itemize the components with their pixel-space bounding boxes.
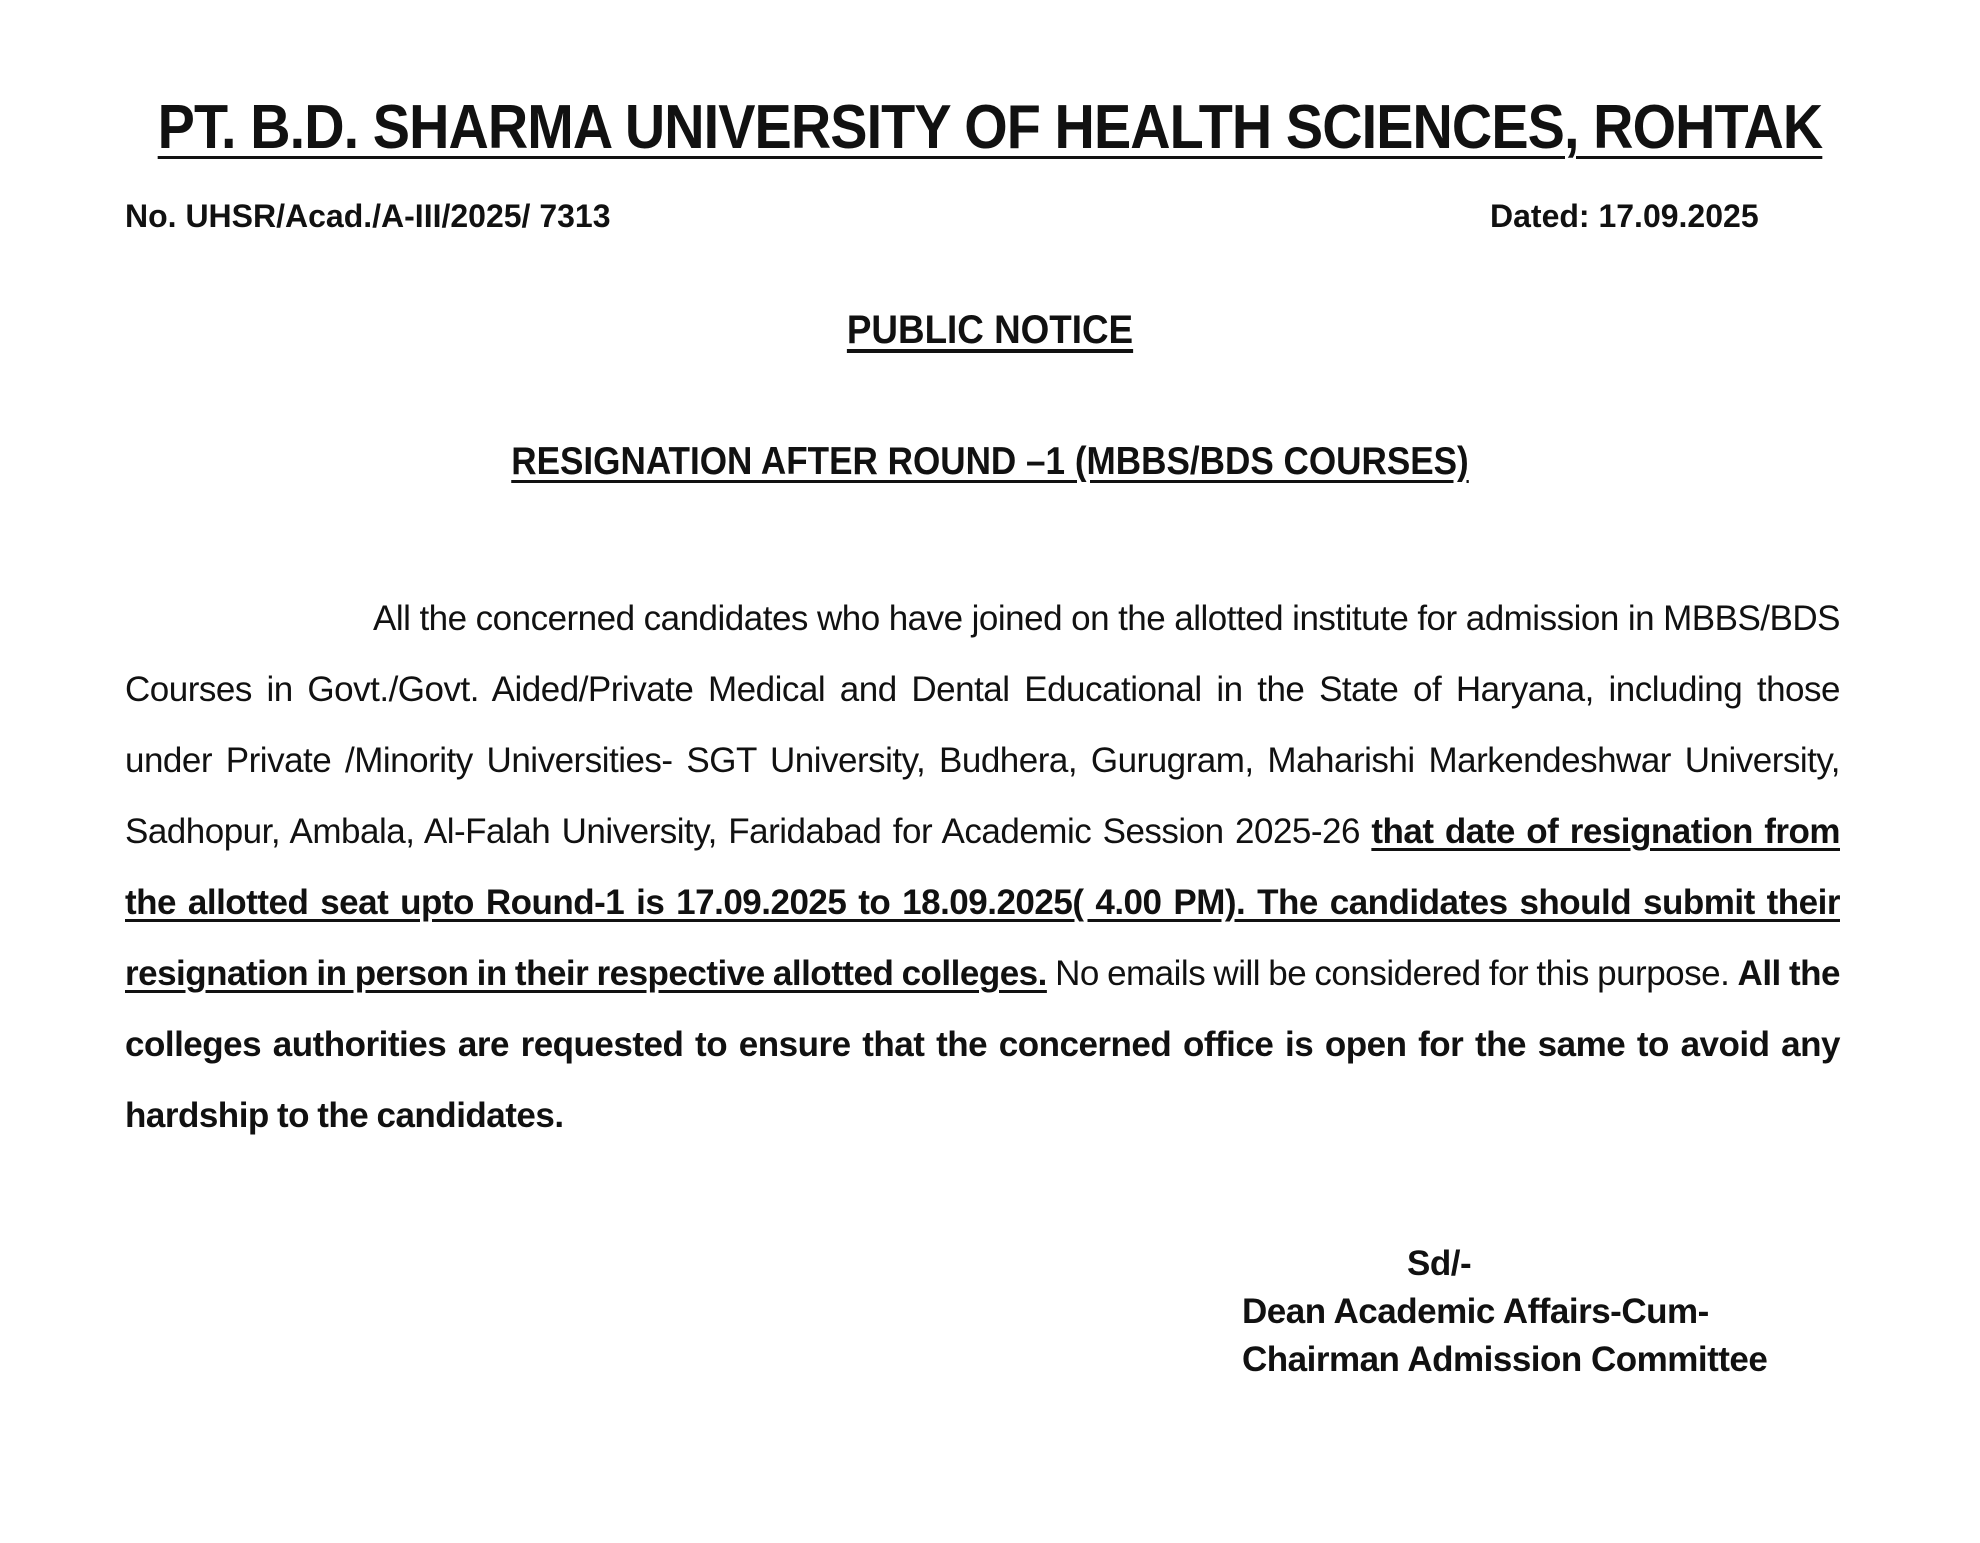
university-title: PT. B.D. SHARMA UNIVERSITY OF HEALTH SCIENCES, ROHTAK — [157, 93, 1823, 162]
signatory-designation-line2: Chairman Admission Committee — [1242, 1340, 1768, 1379]
notice-body — [125, 583, 1840, 1151]
notice-subject: RESIGNATION AFTER ROUND –1 (MBBS/BDS COURSES) — [511, 440, 1469, 483]
notice-title: PUBLIC NOTICE — [846, 308, 1134, 352]
body-resignation-dates: that date of resignation from the allotted seat upto Round-1 is 17.09.2025 to 18.09.2025( 4.00 PM). The candidates should submit their resignation in person in their respective allotted colleges. — [125, 812, 1840, 993]
signature-block — [1242, 1240, 1767, 1384]
signature-sd: Sd/- — [1407, 1244, 1472, 1283]
body-colleges-request: All the colleges authorities are requested to ensure that the concerned office is open for the same to avoid any hardship to the candidates. — [125, 954, 1840, 1135]
signatory-designation-line1: Dean Academic Affairs-Cum- — [1242, 1292, 1709, 1331]
notice-date: Dated: 17.09.2025 — [1490, 198, 1759, 234]
body-intro-text: All the concerned candidates who have joined on the allotted institute for admission in MBBS/BDS Courses in Govt./Govt. Aided/Private Medical and Dental Educational in the State of Haryana, including those under Private /Minority Universities- SGT University, Budhera, Gurugram, Maharishi Markendeshwar University, Sadhopur, Ambala, Al-Falah University, Faridabad for Academic Session 2025-26 — [125, 599, 1840, 851]
body-no-email-text: No emails will be considered for this purpose. — [1046, 954, 1738, 993]
reference-number: No. UHSR/Acad./A-III/2025/ 7313 — [125, 198, 611, 234]
